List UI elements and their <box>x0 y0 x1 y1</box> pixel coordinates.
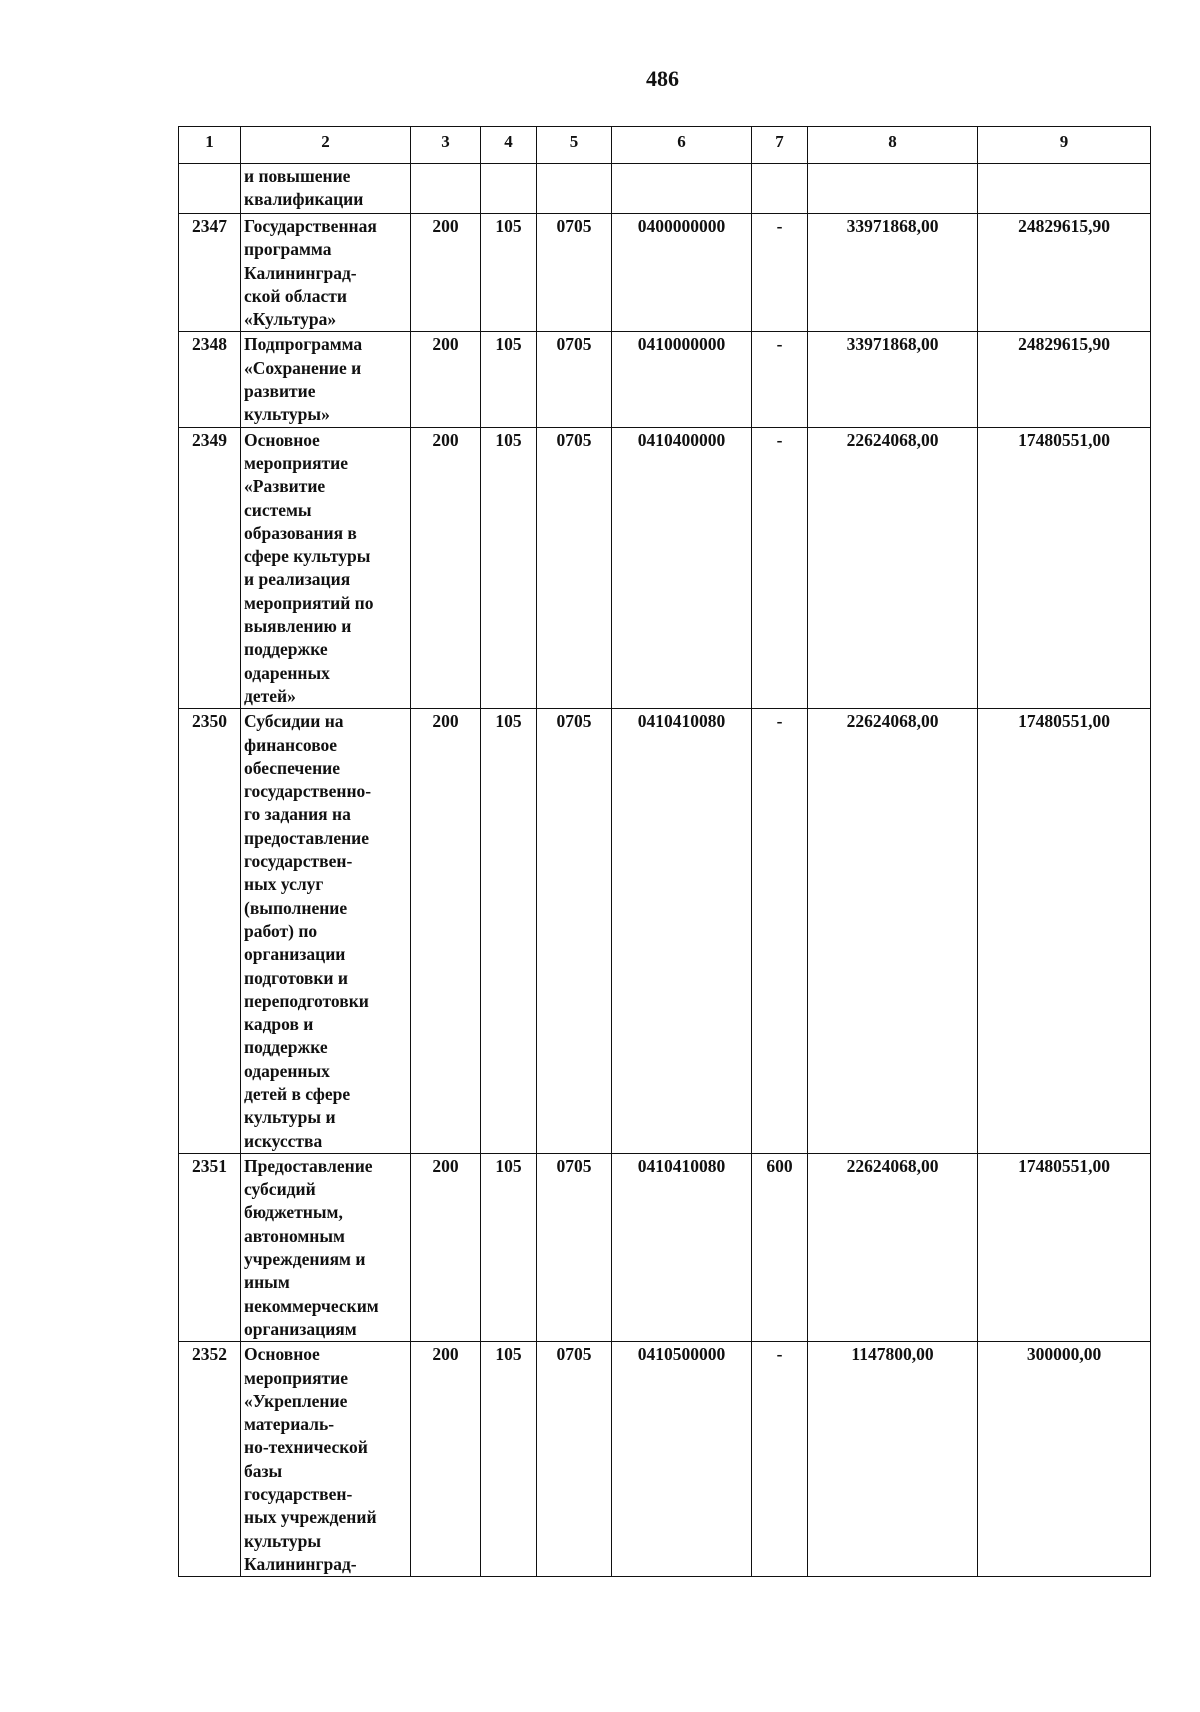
row-col-7: - <box>752 332 808 427</box>
table-row <box>179 427 1151 709</box>
row-col-5: 0705 <box>537 1342 612 1577</box>
row-col-3: 200 <box>411 332 481 427</box>
row-name <box>241 214 411 332</box>
row-col-9: 24829615,90 <box>978 332 1151 427</box>
row-number: 2349 <box>179 427 241 709</box>
row-number: 2352 <box>179 1342 241 1577</box>
column-header-9: 9 <box>978 127 1151 164</box>
row-col-7: 600 <box>752 1153 808 1341</box>
row-col-9: 300000,00 <box>978 1342 1151 1577</box>
row-col-4: 105 <box>481 1153 537 1341</box>
row-col-9: 17480551,00 <box>978 427 1151 709</box>
table-row <box>179 1153 1151 1341</box>
column-header-8: 8 <box>808 127 978 164</box>
row-col-5: 0705 <box>537 332 612 427</box>
row-name <box>241 332 411 427</box>
row-col-6: 0410000000 <box>612 332 752 427</box>
row-name-text: Субсидии на финансовое обеспечение государственно- го задания на предоставление государствен- ных услуг (выполнение работ) по организации подготовки и переподготовки кадров и поддержке одаренных детей в сфере культуры и искусства <box>244 711 372 1151</box>
row-col-6: 0410500000 <box>612 1342 752 1577</box>
row-col-6 <box>612 164 752 214</box>
column-header-7: 7 <box>752 127 808 164</box>
column-header-2: 2 <box>241 127 411 164</box>
row-col-8: 22624068,00 <box>808 427 978 709</box>
row-col-4: 105 <box>481 427 537 709</box>
row-col-4: 105 <box>481 214 537 332</box>
row-col-9: 17480551,00 <box>978 709 1151 1154</box>
row-col-3: 200 <box>411 214 481 332</box>
row-name-text: Предоставление субсидий бюджетным, автономным учреждениям и иным некоммерческим организациям <box>244 1155 379 1339</box>
row-number: 2347 <box>179 214 241 332</box>
row-col-8: 33971868,00 <box>808 332 978 427</box>
row-col-9 <box>978 164 1151 214</box>
row-col-7 <box>752 164 808 214</box>
row-col-6: 0410410080 <box>612 709 752 1154</box>
row-name <box>241 709 411 1154</box>
budget-table <box>178 126 1151 1577</box>
row-col-5: 0705 <box>537 709 612 1154</box>
row-col-8: 1147800,00 <box>808 1342 978 1577</box>
row-col-6: 0410400000 <box>612 427 752 709</box>
row-col-3: 200 <box>411 709 481 1154</box>
column-header-5: 5 <box>537 127 612 164</box>
row-name-text: Государственная программа Калининград- ской области «Культура» <box>244 216 377 330</box>
row-name-text: и повышение квалификации <box>244 166 364 210</box>
row-col-7: - <box>752 427 808 709</box>
row-col-3: 200 <box>411 1342 481 1577</box>
row-col-7: - <box>752 1342 808 1577</box>
row-name <box>241 164 411 214</box>
column-header-1: 1 <box>179 127 241 164</box>
table-row <box>179 164 1151 214</box>
row-col-4: 105 <box>481 332 537 427</box>
row-col-8: 33971868,00 <box>808 214 978 332</box>
row-col-8: 22624068,00 <box>808 1153 978 1341</box>
row-col-4: 105 <box>481 709 537 1154</box>
row-col-6: 0400000000 <box>612 214 752 332</box>
row-col-8 <box>808 164 978 214</box>
row-col-3: 200 <box>411 427 481 709</box>
table-row <box>179 709 1151 1154</box>
row-col-8: 22624068,00 <box>808 709 978 1154</box>
table-row <box>179 332 1151 427</box>
row-col-7: - <box>752 709 808 1154</box>
row-col-5: 0705 <box>537 427 612 709</box>
row-number: 2350 <box>179 709 241 1154</box>
row-name <box>241 427 411 709</box>
row-name <box>241 1153 411 1341</box>
row-col-3: 200 <box>411 1153 481 1341</box>
row-number: 2351 <box>179 1153 241 1341</box>
row-col-6: 0410410080 <box>612 1153 752 1341</box>
row-col-5: 0705 <box>537 1153 612 1341</box>
row-name <box>241 1342 411 1577</box>
table-row <box>179 1342 1151 1577</box>
column-header-3: 3 <box>411 127 481 164</box>
row-col-4 <box>481 164 537 214</box>
row-col-5: 0705 <box>537 214 612 332</box>
row-number <box>179 164 241 214</box>
row-col-5 <box>537 164 612 214</box>
row-number: 2348 <box>179 332 241 427</box>
row-col-9: 17480551,00 <box>978 1153 1151 1341</box>
row-col-4: 105 <box>481 1342 537 1577</box>
row-name-text: Основное мероприятие «Укрепление материаль- но-технической базы государствен- ных учреждений культуры Калининград- <box>244 1344 377 1574</box>
row-col-7: - <box>752 214 808 332</box>
row-col-9: 24829615,90 <box>978 214 1151 332</box>
column-header-4: 4 <box>481 127 537 164</box>
table-row <box>179 214 1151 332</box>
page-number: 486 <box>646 66 679 91</box>
row-name-text: Подпрограмма «Сохранение и развитие культуры» <box>244 334 363 425</box>
row-col-3 <box>411 164 481 214</box>
header-row <box>179 127 1151 164</box>
row-name-text: Основное мероприятие «Развитие системы образования в сфере культуры и реализация мероприятий по выявлению и поддержке одаренных детей» <box>244 429 374 706</box>
column-header-6: 6 <box>612 127 752 164</box>
